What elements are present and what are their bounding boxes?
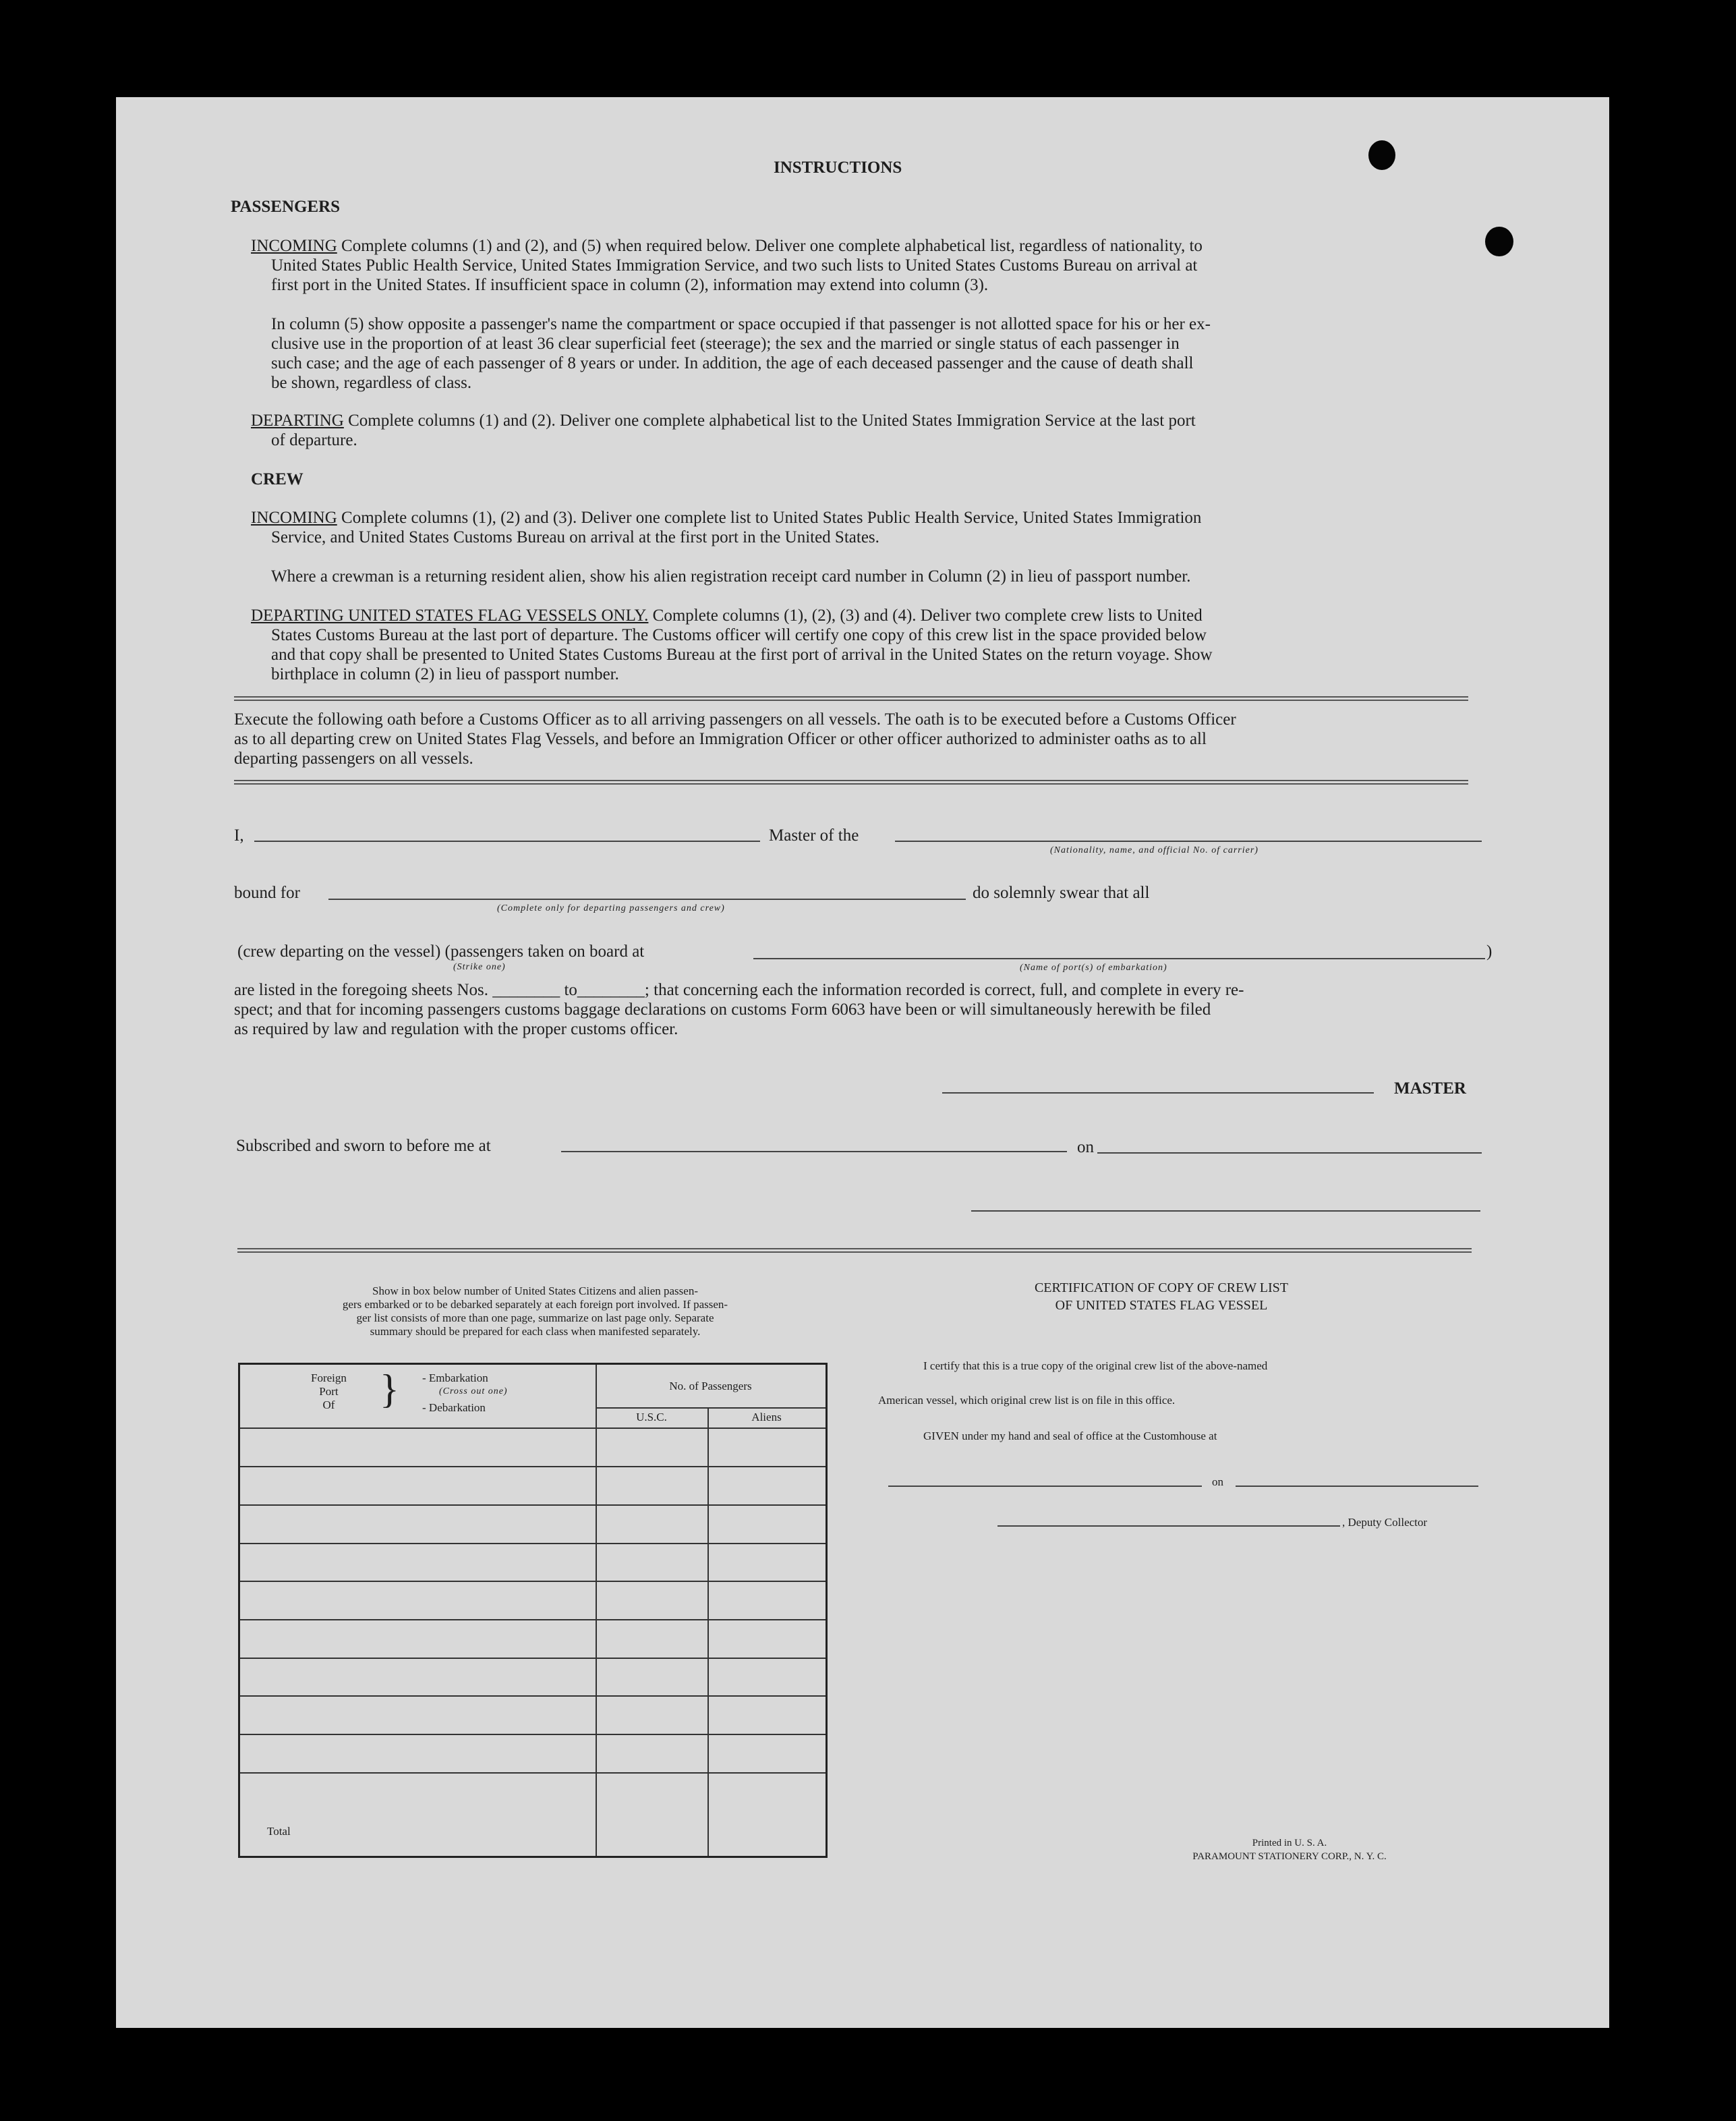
table-row [240,1581,826,1582]
on-label: on [1077,1138,1094,1156]
divider [234,780,1468,785]
aliens-header: Aliens [751,1411,782,1423]
passenger-summary-table [238,1363,828,1858]
form-page [116,97,1609,2028]
table-divider [240,1427,826,1429]
table-row [240,1658,826,1659]
incoming-label: INCOMING [251,237,337,255]
summary-line: ger list consists of more than one page, summarize on last page only. Separate [356,1311,714,1324]
certification-title: CERTIFICATION OF COPY OF CREW LIST OF UNITED STATES FLAG VESSEL [1034,1280,1289,1313]
table-row [240,1695,826,1697]
master-of-the-label: Master of the [769,826,859,845]
passengers-incoming-line: INCOMING Complete columns (1) and (2), and (5) when required below. Deliver one complete alphabetical list, regardless of nationality, to [251,237,1203,255]
sheets-line: are listed in the foregoing sheets Nos. ________ to________; that concerning each the information recorded is correct, full, and complete in every re- [234,981,1244,999]
oath-intro [234,710,1495,768]
crew-departing-label: DEPARTING UNITED STATES FLAG VESSELS ONLY. [251,606,649,625]
column5-line: In column (5) show opposite a passenger's name the compartment or space occupied if that passenger is not allotted space for his or her ex- [271,315,1211,333]
deputy-collector-label: , Deputy Collector [1342,1516,1428,1529]
sheets-line: as required by law and regulation with the proper customs officer. [234,1020,678,1038]
crew-departing-line: birthplace in column (2) in lieu of passport number. [271,665,619,683]
column5-line: be shown, regardless of class. [271,374,472,392]
master-name-field[interactable] [254,841,760,842]
i-label: I, [234,826,244,845]
usc-header: U.S.C. [636,1411,667,1423]
foreign-port-label: Foreign Port Of [311,1371,347,1411]
strike-one-note: (Strike one) [453,962,506,972]
certify-line: I certify that this is a true copy of the original crew list of the above-named [923,1359,1268,1372]
table-divider [596,1365,597,1856]
crew-departing-block: DEPARTING UNITED STATES FLAG VESSELS ONLY. Complete columns (1), (2), (3) and (4). Deliver two complete crew lists to United States Customs Bureau at the last port of departure. The Customs officer will certify one copy of this crew list in the space provided below and that copy shall be presented to United States Customs Bureau at the first port of arrival in the United States on the return voyage. Show birthplace in column (2) in lieu of passport number. [251,606,1495,684]
table-row [240,1734,826,1735]
swear-text: do solemnly swear that all [973,884,1150,902]
crew-heading: CREW [251,470,303,488]
departing-line: of departure. [271,431,357,449]
table-row [240,1543,826,1544]
bound-note: (Complete only for departing passengers and crew) [497,903,725,913]
sworn-place-field[interactable] [561,1151,1067,1152]
oath-intro-line: as to all departing crew on United States Flag Vessels, and before an Immigration Officer or other officer authorized to administer oaths as to all [234,730,1207,748]
bound-for-label: bound for [234,884,300,902]
table-row [240,1772,826,1774]
sheets-line: spect; and that for incoming passengers customs baggage declarations on customs Form 6063 have been or will simultaneously herewith be filed [234,1000,1211,1019]
oath-intro-line: departing passengers on all vessels. [234,750,473,768]
cross-out-note: (Cross out one) [439,1386,508,1396]
carrier-note: (Nationality, name, and official No. of carrier) [1050,845,1258,855]
passengers-incoming-line: first port in the United States. If insufficient space in column (2), information may extend into column (3). [271,276,989,294]
oath-intro-line: Execute the following oath before a Customs Officer as to all arriving passengers on all vessels. The oath is to be executed before a Customs Officer [234,710,1236,729]
crew-departing-text: (crew departing on the vessel) (passengers taken on board at [237,942,645,961]
subscribed-label: Subscribed and sworn to before me at [236,1137,491,1155]
sheets-paragraph [234,980,1495,1039]
passengers-incoming-line: United States Public Health Service, United States Immigration Service, and two such lists to United States Customs Bureau on arrival at [271,256,1198,275]
master-signature-field[interactable] [942,1092,1374,1094]
printed-in: Printed in U. S. A. [1252,1838,1327,1848]
master-label: MASTER [1394,1079,1466,1098]
page-title: INSTRUCTIONS [774,159,902,177]
summary-instructions [234,1284,836,1338]
crew-alien-line: Where a crewman is a returning resident alien, show his alien registration receipt card number in Column (2) in lieu of passport number. [271,567,1191,586]
sworn-date-field[interactable] [1097,1152,1482,1154]
american-line: American vessel, which original crew list is on file in this office. [878,1394,1176,1407]
divider [237,1248,1472,1253]
table-divider [596,1407,826,1409]
close-paren: ) [1486,942,1493,961]
deputy-signature-field[interactable] [997,1525,1340,1527]
no-of-passengers-header: No. of Passengers [669,1380,752,1392]
passengers-incoming-block [251,236,1495,295]
passengers-departing-block: DEPARTING Complete columns (1) and (2). Deliver one complete alphabetical list to the United States Immigration Service at the last port of departure. [251,411,1495,450]
given-line: GIVEN under my hand and seal of office at the Customhouse at [923,1430,1217,1442]
debarkation-label: - Debarkation [422,1401,486,1414]
column5-line: such case; and the age of each passenger of 8 years or under. In addition, the age of each deceased passenger and the cause of death shall [271,354,1194,372]
customhouse-field[interactable] [888,1486,1202,1487]
crew-departing-line: States Customs Bureau at the last port of departure. The Customs officer will certify one copy of this crew list in the space provided below [271,626,1207,644]
summary-line: gers embarked or to be debarked separately at each foreign port involved. If passen- [342,1298,728,1311]
cert-date-field[interactable] [1236,1486,1478,1487]
brace-icon: } [380,1367,399,1411]
column5-line: clusive use in the proportion of at least 36 clear superficial feet (steerage); the sex and the married or single status of each passenger in [271,335,1180,353]
crew-departing-line: and that copy shall be presented to United States Customs Bureau at the first port of arrival in the United States on the return voyage. Show [271,646,1213,664]
table-row [240,1466,826,1467]
ports-field[interactable] [753,958,1485,959]
crew-incoming-block: INCOMING Complete columns (1), (2) and (3). Deliver one complete list to United States Public Health Service, United States Immigration Service, and United States Customs Bureau on arrival at the first port in the United States. [251,508,1495,547]
punch-hole [1368,140,1395,170]
ports-note: (Name of port(s) of embarkation) [1020,963,1167,973]
crew-incoming-label: INCOMING [251,509,337,527]
officer-signature-field[interactable] [971,1210,1480,1212]
departing-label: DEPARTING [251,412,344,430]
table-row [240,1504,826,1506]
passengers-heading: PASSENGERS [231,198,341,216]
crew-incoming-line: Service, and United States Customs Bureau on arrival at the first port in the United States. [271,528,879,546]
cert-on-label: on [1212,1475,1223,1488]
table-row [240,1619,826,1620]
printer-mark [1128,1836,1451,1863]
embarkation-label: - Embarkation [422,1371,488,1384]
printer-name: PARAMOUNT STATIONERY CORP., N. Y. C. [1192,1851,1387,1862]
summary-line: Show in box below number of United States Citizens and alien passen- [372,1284,698,1297]
column5-paragraph [271,314,1495,393]
table-divider [707,1407,709,1856]
summary-line: summary should be prepared for each class when manifested separately. [370,1325,701,1338]
carrier-field[interactable] [895,841,1482,842]
total-label: Total [267,1825,291,1838]
bound-for-field[interactable] [328,899,966,900]
divider [234,696,1468,701]
